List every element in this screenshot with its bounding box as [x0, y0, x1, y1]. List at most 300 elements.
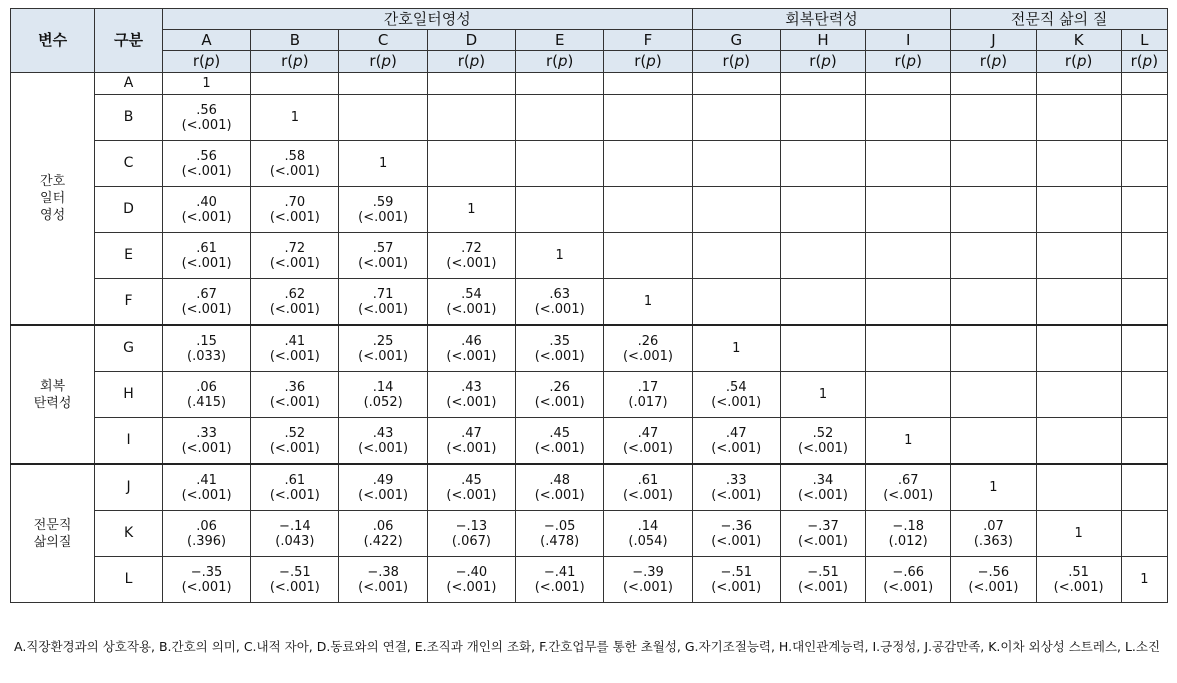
cell-value: .61 — [196, 240, 217, 256]
cell-value: .45 — [549, 425, 571, 441]
stat-suffix: ) — [1086, 52, 1093, 70]
cell-pvalue: (<.001) — [534, 440, 585, 456]
table-cell — [951, 464, 1036, 511]
stat-suffix: ) — [1001, 52, 1008, 70]
table-cell — [692, 73, 780, 95]
table-cell — [162, 233, 250, 279]
table-cell — [866, 233, 951, 279]
table-cell — [866, 511, 951, 557]
table-cell — [516, 557, 604, 603]
cell-pvalue: (<.001) — [711, 394, 762, 410]
table-cell — [604, 325, 692, 372]
table-header — [11, 9, 1168, 73]
cell-value: .14 — [372, 379, 394, 395]
table-cell — [516, 233, 604, 279]
cell-pvalue: (<.001) — [622, 579, 673, 595]
stat-prefix: r( — [545, 52, 558, 70]
table-cell — [780, 511, 865, 557]
table-cell — [162, 279, 250, 326]
cell-pvalue: (<.001) — [446, 255, 497, 271]
cell-pvalue: (<.001) — [181, 163, 232, 179]
stat-header — [1036, 51, 1121, 73]
table-cell — [516, 372, 604, 418]
cell-pvalue: (<.001) — [622, 487, 673, 503]
cell-value: .06 — [196, 518, 217, 534]
cell-value: .59 — [372, 194, 394, 210]
cell-pvalue: (.067) — [451, 533, 491, 549]
table-cell — [339, 73, 427, 95]
table-cell — [604, 557, 692, 603]
cell-pvalue: (<.001) — [446, 487, 497, 503]
table-cell — [1036, 141, 1121, 187]
table-cell — [516, 464, 604, 511]
column-header: E — [516, 30, 604, 51]
cell-pvalue: (<.001) — [711, 487, 762, 503]
cell-pvalue: (<.001) — [358, 255, 409, 271]
cell-pvalue: (<.001) — [181, 117, 232, 133]
cell-value: −.41 — [543, 564, 576, 580]
table-cell — [339, 279, 427, 326]
cell-value: .33 — [725, 472, 747, 488]
cell-value: −.51 — [279, 564, 311, 580]
table-cell — [866, 372, 951, 418]
cell-value: −.14 — [279, 518, 311, 534]
cell-value: 1 — [904, 433, 913, 448]
table-cell — [251, 141, 339, 187]
cell-pvalue: (.396) — [187, 533, 227, 549]
row-code: E — [95, 233, 163, 279]
table-cell — [1036, 557, 1121, 603]
table-cell — [604, 511, 692, 557]
stat-prefix: r( — [894, 52, 907, 70]
table-cell — [780, 279, 865, 326]
table-cell — [516, 141, 604, 187]
table-cell — [162, 95, 250, 141]
cell-value: −.05 — [543, 518, 576, 534]
cell-value: .40 — [196, 194, 217, 210]
table-cell — [1121, 73, 1167, 95]
stat-p: p — [204, 52, 215, 70]
table-cell — [1036, 418, 1121, 465]
table-cell — [162, 372, 250, 418]
stat-header — [516, 51, 604, 73]
stat-suffix: ) — [744, 52, 750, 70]
cell-value: .26 — [549, 379, 571, 395]
table-cell — [251, 187, 339, 233]
variable-header: 변수 — [11, 9, 95, 73]
stat-p: p — [991, 52, 1002, 70]
cell-value: .63 — [549, 286, 571, 302]
cell-pvalue: (<.001) — [711, 440, 762, 456]
table-cell — [162, 187, 250, 233]
stat-p: p — [734, 52, 745, 70]
row-code: H — [95, 372, 163, 418]
table-cell — [604, 372, 692, 418]
cell-value: −.40 — [455, 564, 488, 580]
row-code: D — [95, 187, 163, 233]
cell-value: .61 — [637, 472, 659, 488]
cell-value: .72 — [284, 240, 306, 256]
table-cell — [780, 187, 865, 233]
row-code: B — [95, 95, 163, 141]
cell-value: −.39 — [632, 564, 664, 580]
group-name: 회복 탄력성 — [11, 325, 95, 464]
table-cell — [1036, 325, 1121, 372]
cell-pvalue: (<.001) — [1053, 579, 1104, 595]
stat-prefix: r( — [979, 52, 992, 70]
cell-pvalue: (<.001) — [883, 487, 934, 503]
cell-value: 1 — [555, 248, 564, 263]
cell-value: .43 — [372, 425, 394, 441]
stat-header — [780, 51, 865, 73]
table-cell — [162, 464, 250, 511]
table-cell — [427, 187, 515, 233]
stat-prefix: r( — [192, 52, 205, 70]
stat-prefix: r( — [1064, 52, 1077, 70]
cell-value: .17 — [637, 379, 659, 395]
cell-value: .48 — [549, 472, 571, 488]
table-cell — [951, 279, 1036, 326]
stat-header — [339, 51, 427, 73]
cell-pvalue: (<.001) — [622, 440, 673, 456]
row-code: F — [95, 279, 163, 326]
table-cell — [427, 372, 515, 418]
stat-suffix: ) — [916, 52, 922, 70]
table-cell — [251, 73, 339, 95]
table-row — [11, 233, 1168, 279]
column-header: H — [780, 30, 865, 51]
cell-value: −.36 — [720, 518, 753, 534]
cell-value: .56 — [196, 102, 217, 118]
stat-header — [692, 51, 780, 73]
stat-prefix: r( — [809, 52, 822, 70]
cell-pvalue: (<.001) — [534, 301, 585, 317]
cell-value: 1 — [732, 341, 741, 356]
table-cell — [251, 557, 339, 603]
table-cell — [1036, 464, 1121, 511]
table-cell — [162, 325, 250, 372]
stat-p: p — [646, 52, 656, 70]
table-cell — [162, 418, 250, 465]
cell-pvalue: (<.001) — [358, 209, 409, 225]
cell-value: .07 — [983, 518, 1004, 534]
cell-value: −.37 — [807, 518, 839, 534]
table-cell — [427, 233, 515, 279]
cell-value: −.51 — [807, 564, 839, 580]
table-row — [11, 372, 1168, 418]
column-header: G — [692, 30, 780, 51]
table-cell — [1121, 187, 1167, 233]
cell-pvalue: (<.001) — [358, 348, 409, 364]
stat-p: p — [469, 52, 480, 70]
table-cell — [1121, 557, 1167, 603]
cell-value: .33 — [196, 425, 217, 441]
cell-value: .43 — [461, 379, 482, 395]
table-cell — [866, 95, 951, 141]
cell-value: .67 — [196, 286, 217, 302]
cell-pvalue: (<.001) — [181, 440, 232, 456]
table-cell — [427, 73, 515, 95]
table-cell — [516, 511, 604, 557]
cell-value: .52 — [284, 425, 306, 441]
cell-value: 1 — [643, 294, 653, 309]
cell-value: −.35 — [190, 564, 223, 580]
cell-pvalue: (.012) — [888, 533, 928, 549]
cell-pvalue: (<.001) — [711, 579, 762, 595]
cell-value: .06 — [196, 379, 217, 395]
table-cell — [1036, 511, 1121, 557]
table-cell — [866, 325, 951, 372]
group-header: 간호일터영성 — [162, 9, 692, 30]
cell-value: −.56 — [977, 564, 1010, 580]
cell-pvalue: (.017) — [628, 394, 668, 410]
table-cell — [951, 557, 1036, 603]
cell-pvalue: (<.001) — [446, 301, 497, 317]
table-cell — [427, 557, 515, 603]
table-cell — [951, 233, 1036, 279]
cell-value: .36 — [284, 379, 306, 395]
table-cell — [1121, 279, 1167, 326]
table-cell — [780, 464, 865, 511]
stat-p: p — [906, 52, 917, 70]
cell-value: .46 — [461, 333, 482, 349]
row-code: I — [95, 418, 163, 465]
table-cell — [339, 511, 427, 557]
cell-value: .34 — [812, 472, 834, 488]
column-header: J — [951, 30, 1036, 51]
row-code: K — [95, 511, 163, 557]
cell-pvalue: (<.001) — [446, 348, 497, 364]
table-cell — [604, 233, 692, 279]
cell-value: 1 — [989, 480, 998, 495]
cell-pvalue: (<.001) — [269, 348, 320, 364]
cell-value: .25 — [372, 333, 394, 349]
table-cell — [692, 557, 780, 603]
table-cell — [339, 557, 427, 603]
table-cell — [251, 279, 339, 326]
cell-value: 1 — [1074, 526, 1083, 541]
table-cell — [866, 464, 951, 511]
table-row — [11, 464, 1168, 511]
cell-pvalue: (<.001) — [269, 301, 320, 317]
column-header: L — [1121, 30, 1167, 51]
table-cell — [162, 511, 250, 557]
table-cell — [516, 418, 604, 465]
table-cell — [692, 418, 780, 465]
table-cell — [339, 325, 427, 372]
table-cell — [251, 418, 339, 465]
stat-prefix: r( — [457, 52, 470, 70]
cell-value: −.51 — [720, 564, 753, 580]
cell-pvalue: (<.001) — [534, 487, 585, 503]
table-cell — [951, 325, 1036, 372]
table-cell — [780, 95, 865, 141]
cell-pvalue: (<.001) — [711, 533, 762, 549]
table-cell — [692, 325, 780, 372]
row-code: L — [95, 557, 163, 603]
table-cell — [1121, 95, 1167, 141]
category-header: 구분 — [95, 9, 163, 73]
cell-value: .54 — [725, 379, 747, 395]
cell-value: 1 — [1140, 572, 1149, 587]
stat-suffix: ) — [567, 52, 574, 70]
cell-value: 1 — [202, 76, 211, 91]
cell-pvalue: (<.001) — [534, 579, 585, 595]
table-cell — [780, 141, 865, 187]
table-cell — [604, 418, 692, 465]
column-header: C — [339, 30, 427, 51]
cell-pvalue: (<.001) — [883, 579, 934, 595]
table-cell — [604, 141, 692, 187]
table-cell — [427, 279, 515, 326]
table-cell — [951, 141, 1036, 187]
table-row — [11, 141, 1168, 187]
table-cell — [692, 95, 780, 141]
table-cell — [1036, 73, 1121, 95]
stat-p: p — [381, 52, 391, 70]
table-cell — [516, 325, 604, 372]
cell-pvalue: (<.001) — [534, 348, 585, 364]
table-cell — [604, 95, 692, 141]
column-header: K — [1036, 30, 1121, 51]
stat-header — [162, 51, 250, 73]
table-cell — [251, 325, 339, 372]
table-cell — [516, 279, 604, 326]
table-cell — [339, 372, 427, 418]
cell-value: .47 — [637, 425, 659, 441]
table-cell — [951, 95, 1036, 141]
table-cell — [780, 557, 865, 603]
cell-value: −.66 — [892, 564, 924, 580]
cell-pvalue: (<.001) — [446, 440, 497, 456]
stat-prefix: r( — [1130, 52, 1143, 70]
table-cell — [1121, 372, 1167, 418]
cell-pvalue: (.422) — [363, 533, 403, 549]
table-cell — [1036, 233, 1121, 279]
table-cell — [866, 418, 951, 465]
table-cell — [516, 95, 604, 141]
cell-pvalue: (<.001) — [181, 487, 232, 503]
stat-suffix: ) — [1152, 52, 1159, 70]
table-cell — [866, 141, 951, 187]
stat-suffix: ) — [655, 52, 662, 70]
cell-value: .26 — [637, 333, 659, 349]
correlation-table — [10, 8, 1168, 603]
cell-pvalue: (<.001) — [358, 487, 409, 503]
table-cell — [1121, 511, 1167, 557]
table-cell — [427, 325, 515, 372]
table-row — [11, 325, 1168, 372]
table-cell — [427, 95, 515, 141]
stat-suffix: ) — [479, 52, 486, 70]
column-header: I — [866, 30, 951, 51]
cell-value: .56 — [196, 148, 217, 164]
cell-value: .58 — [284, 148, 306, 164]
cell-value: .71 — [372, 286, 394, 302]
stat-header — [866, 51, 951, 73]
group-name: 간호 일터 영성 — [11, 73, 95, 326]
stat-suffix: ) — [302, 52, 309, 70]
table-cell — [1121, 233, 1167, 279]
cell-value: .14 — [637, 518, 659, 534]
cell-pvalue: (.033) — [187, 348, 227, 364]
cell-value: .45 — [461, 472, 482, 488]
table-cell — [780, 325, 865, 372]
table-cell — [866, 557, 951, 603]
table-cell — [1036, 279, 1121, 326]
table-cell — [339, 464, 427, 511]
stat-header — [951, 51, 1036, 73]
cell-pvalue: (.052) — [363, 394, 403, 410]
cell-pvalue: (<.001) — [798, 579, 848, 595]
cell-value: .49 — [372, 472, 394, 488]
table-cell — [604, 187, 692, 233]
table-row — [11, 187, 1168, 233]
stat-p: p — [293, 52, 303, 70]
table-cell — [162, 73, 250, 95]
cell-pvalue: (.478) — [540, 533, 580, 549]
stat-header — [251, 51, 339, 73]
table-cell — [692, 233, 780, 279]
table-cell — [692, 464, 780, 511]
table-cell — [427, 141, 515, 187]
cell-value: .41 — [284, 333, 306, 349]
cell-pvalue: (<.001) — [358, 440, 409, 456]
table-cell — [692, 279, 780, 326]
table-cell — [780, 418, 865, 465]
stat-header — [427, 51, 515, 73]
table-row — [11, 279, 1168, 326]
table-cell — [1036, 95, 1121, 141]
table-cell — [1121, 464, 1167, 511]
cell-value: −.13 — [455, 518, 488, 534]
table-cell — [251, 464, 339, 511]
table-cell — [1036, 187, 1121, 233]
cell-pvalue: (<.001) — [358, 301, 409, 317]
table-cell — [516, 187, 604, 233]
row-code: C — [95, 141, 163, 187]
row-code: A — [95, 73, 163, 95]
cell-value: 1 — [290, 110, 299, 125]
table-cell — [339, 187, 427, 233]
table-cell — [604, 464, 692, 511]
cell-value: −.38 — [367, 564, 399, 580]
cell-value: 1 — [378, 156, 388, 171]
stat-header — [604, 51, 692, 73]
table-cell — [692, 372, 780, 418]
table-body — [11, 73, 1168, 603]
cell-pvalue: (.054) — [628, 533, 668, 549]
correlation-table-container — [10, 8, 1168, 603]
table-cell — [162, 557, 250, 603]
cell-value: .51 — [1068, 564, 1089, 580]
cell-value: .61 — [284, 472, 306, 488]
cell-pvalue: (<.001) — [534, 394, 585, 410]
cell-value: .06 — [372, 518, 394, 534]
table-cell — [427, 511, 515, 557]
cell-pvalue: (<.001) — [446, 579, 497, 595]
cell-value: .54 — [461, 286, 482, 302]
table-cell — [951, 187, 1036, 233]
cell-pvalue: (<.001) — [181, 301, 232, 317]
table-cell — [251, 233, 339, 279]
stat-p: p — [558, 52, 568, 70]
cell-pvalue: (<.001) — [181, 255, 232, 271]
cell-pvalue: (<.001) — [798, 440, 848, 456]
cell-value: 1 — [467, 202, 476, 217]
stat-prefix: r( — [369, 52, 382, 70]
table-cell — [951, 372, 1036, 418]
